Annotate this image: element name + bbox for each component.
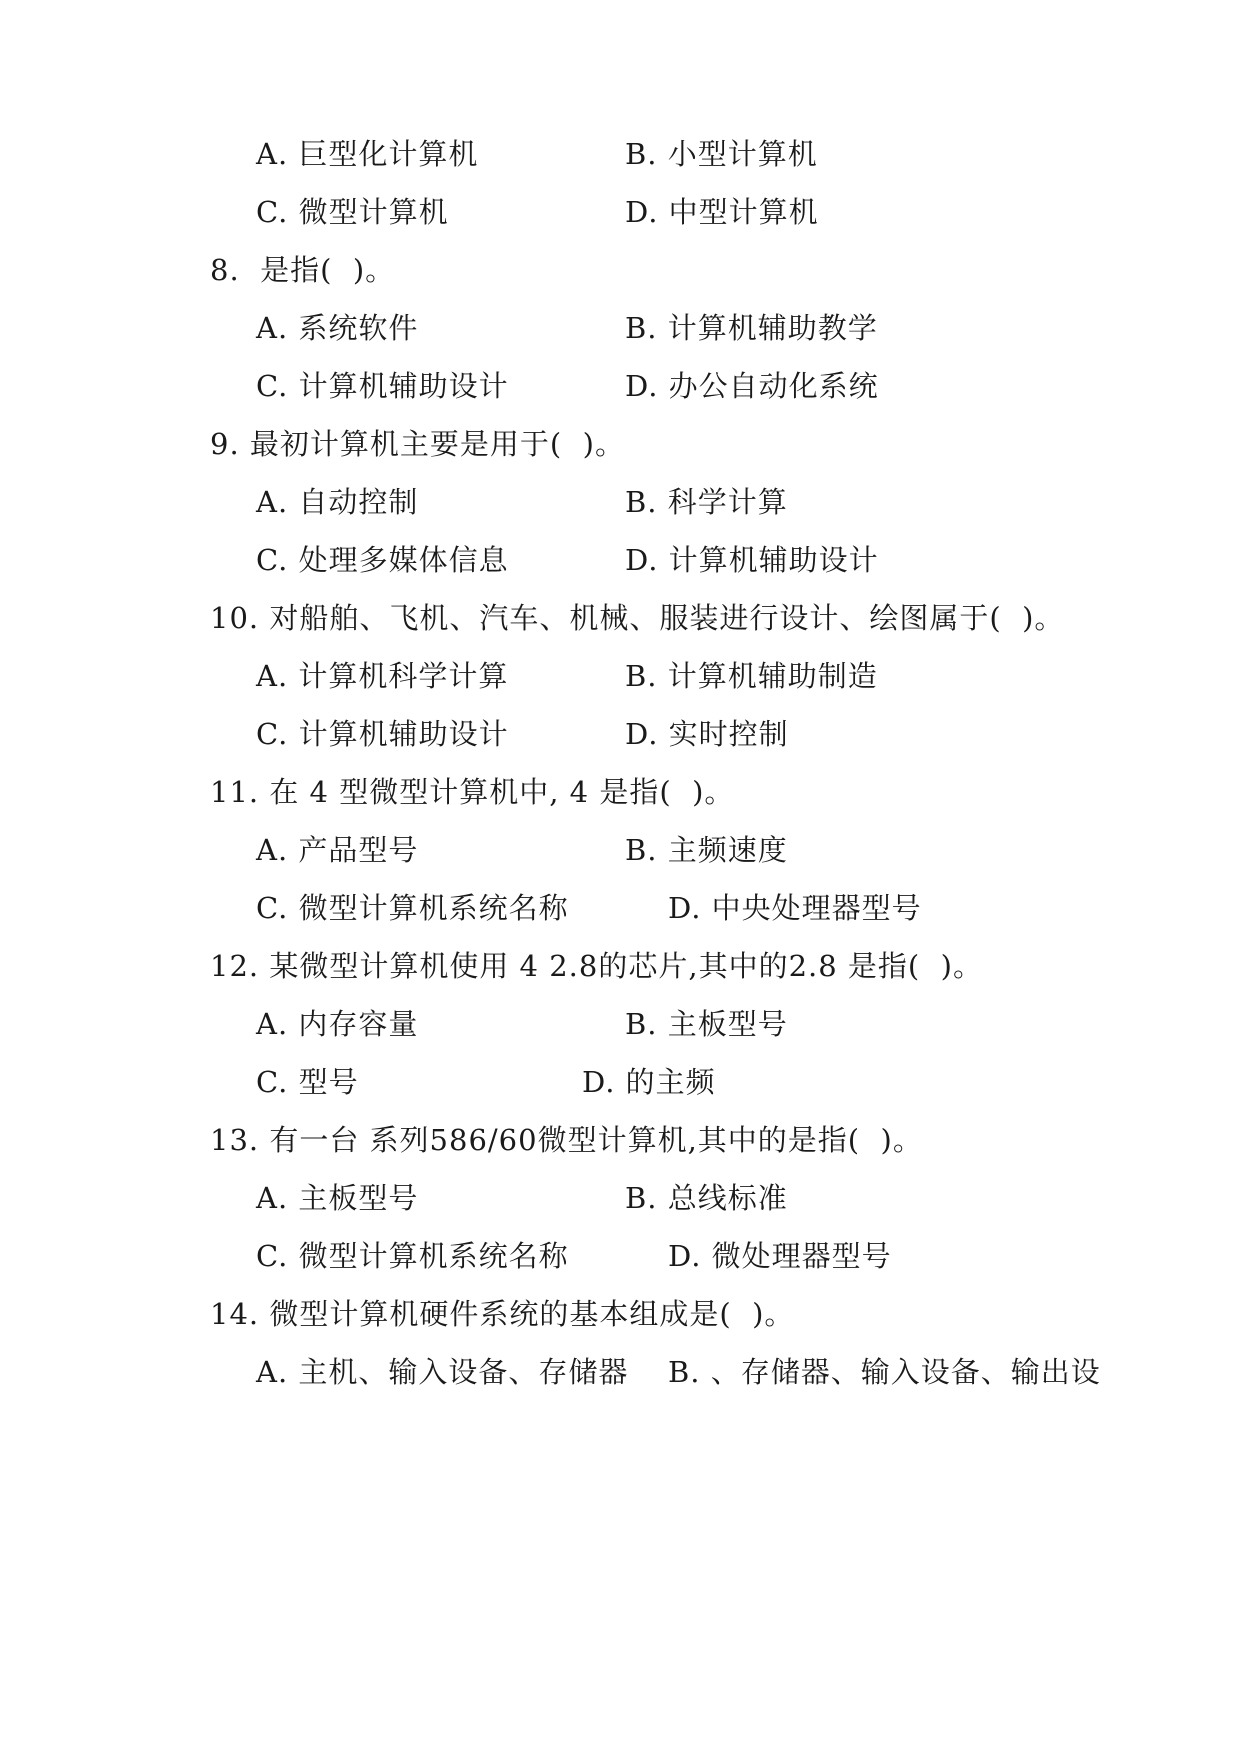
option-d: D. 办公自动化系统 <box>625 369 879 403</box>
option-c: C. 计算机辅助设计 <box>256 369 509 403</box>
option-b: B. 主频速度 <box>625 833 788 867</box>
option-a: A. 自动控制 <box>256 485 419 519</box>
option-c: C. 型号 <box>256 1065 359 1099</box>
option-c: C. 处理多媒体信息 <box>256 543 509 577</box>
question-10: 10. 对船舶、飞机、汽车、机械、服装进行设计、绘图属于( )。 <box>210 601 1065 635</box>
option-c: C. 微型计算机系统名称 <box>256 891 569 925</box>
option-a: A. 内存容量 <box>256 1007 419 1041</box>
option-b: B. 小型计算机 <box>625 137 818 171</box>
question-12: 12. 某微型计算机使用 4 2.8的芯片,其中的2.8 是指( )。 <box>210 949 983 983</box>
option-b: B. 、存储器、输入设备、输出设 <box>668 1355 1101 1389</box>
question-13: 13. 有一台 系列586/60微型计算机,其中的是指( )。 <box>210 1123 923 1157</box>
option-d: D. 中型计算机 <box>625 195 819 229</box>
option-b: B. 总线标准 <box>625 1181 788 1215</box>
option-a: A. 计算机科学计算 <box>256 659 509 693</box>
option-b: B. 主板型号 <box>625 1007 788 1041</box>
option-a: A. 产品型号 <box>256 833 419 867</box>
option-d: D. 中央处理器型号 <box>668 891 922 925</box>
option-d: D. 微处理器型号 <box>668 1239 892 1273</box>
option-d: D. 的主频 <box>582 1065 716 1099</box>
option-b: B. 科学计算 <box>625 485 788 519</box>
option-c: C. 微型计算机 <box>256 195 449 229</box>
option-d: D. 计算机辅助设计 <box>625 543 879 577</box>
question-14: 14. 微型计算机硬件系统的基本组成是( )。 <box>210 1297 795 1331</box>
option-b: B. 计算机辅助制造 <box>625 659 878 693</box>
option-a: A. 巨型化计算机 <box>256 137 479 171</box>
question-11: 11. 在 4 型微型计算机中, 4 是指( )。 <box>210 775 735 809</box>
question-9: 9. 最初计算机主要是用于( )。 <box>210 427 625 461</box>
option-a: A. 主机、输入设备、存储器 <box>256 1355 629 1389</box>
option-b: B. 计算机辅助教学 <box>625 311 878 345</box>
option-a: A. 系统软件 <box>256 311 419 345</box>
option-c: C. 微型计算机系统名称 <box>256 1239 569 1273</box>
option-d: D. 实时控制 <box>625 717 789 751</box>
question-8: 8. 是指( )。 <box>210 253 396 287</box>
option-a: A. 主板型号 <box>256 1181 419 1215</box>
option-c: C. 计算机辅助设计 <box>256 717 509 751</box>
